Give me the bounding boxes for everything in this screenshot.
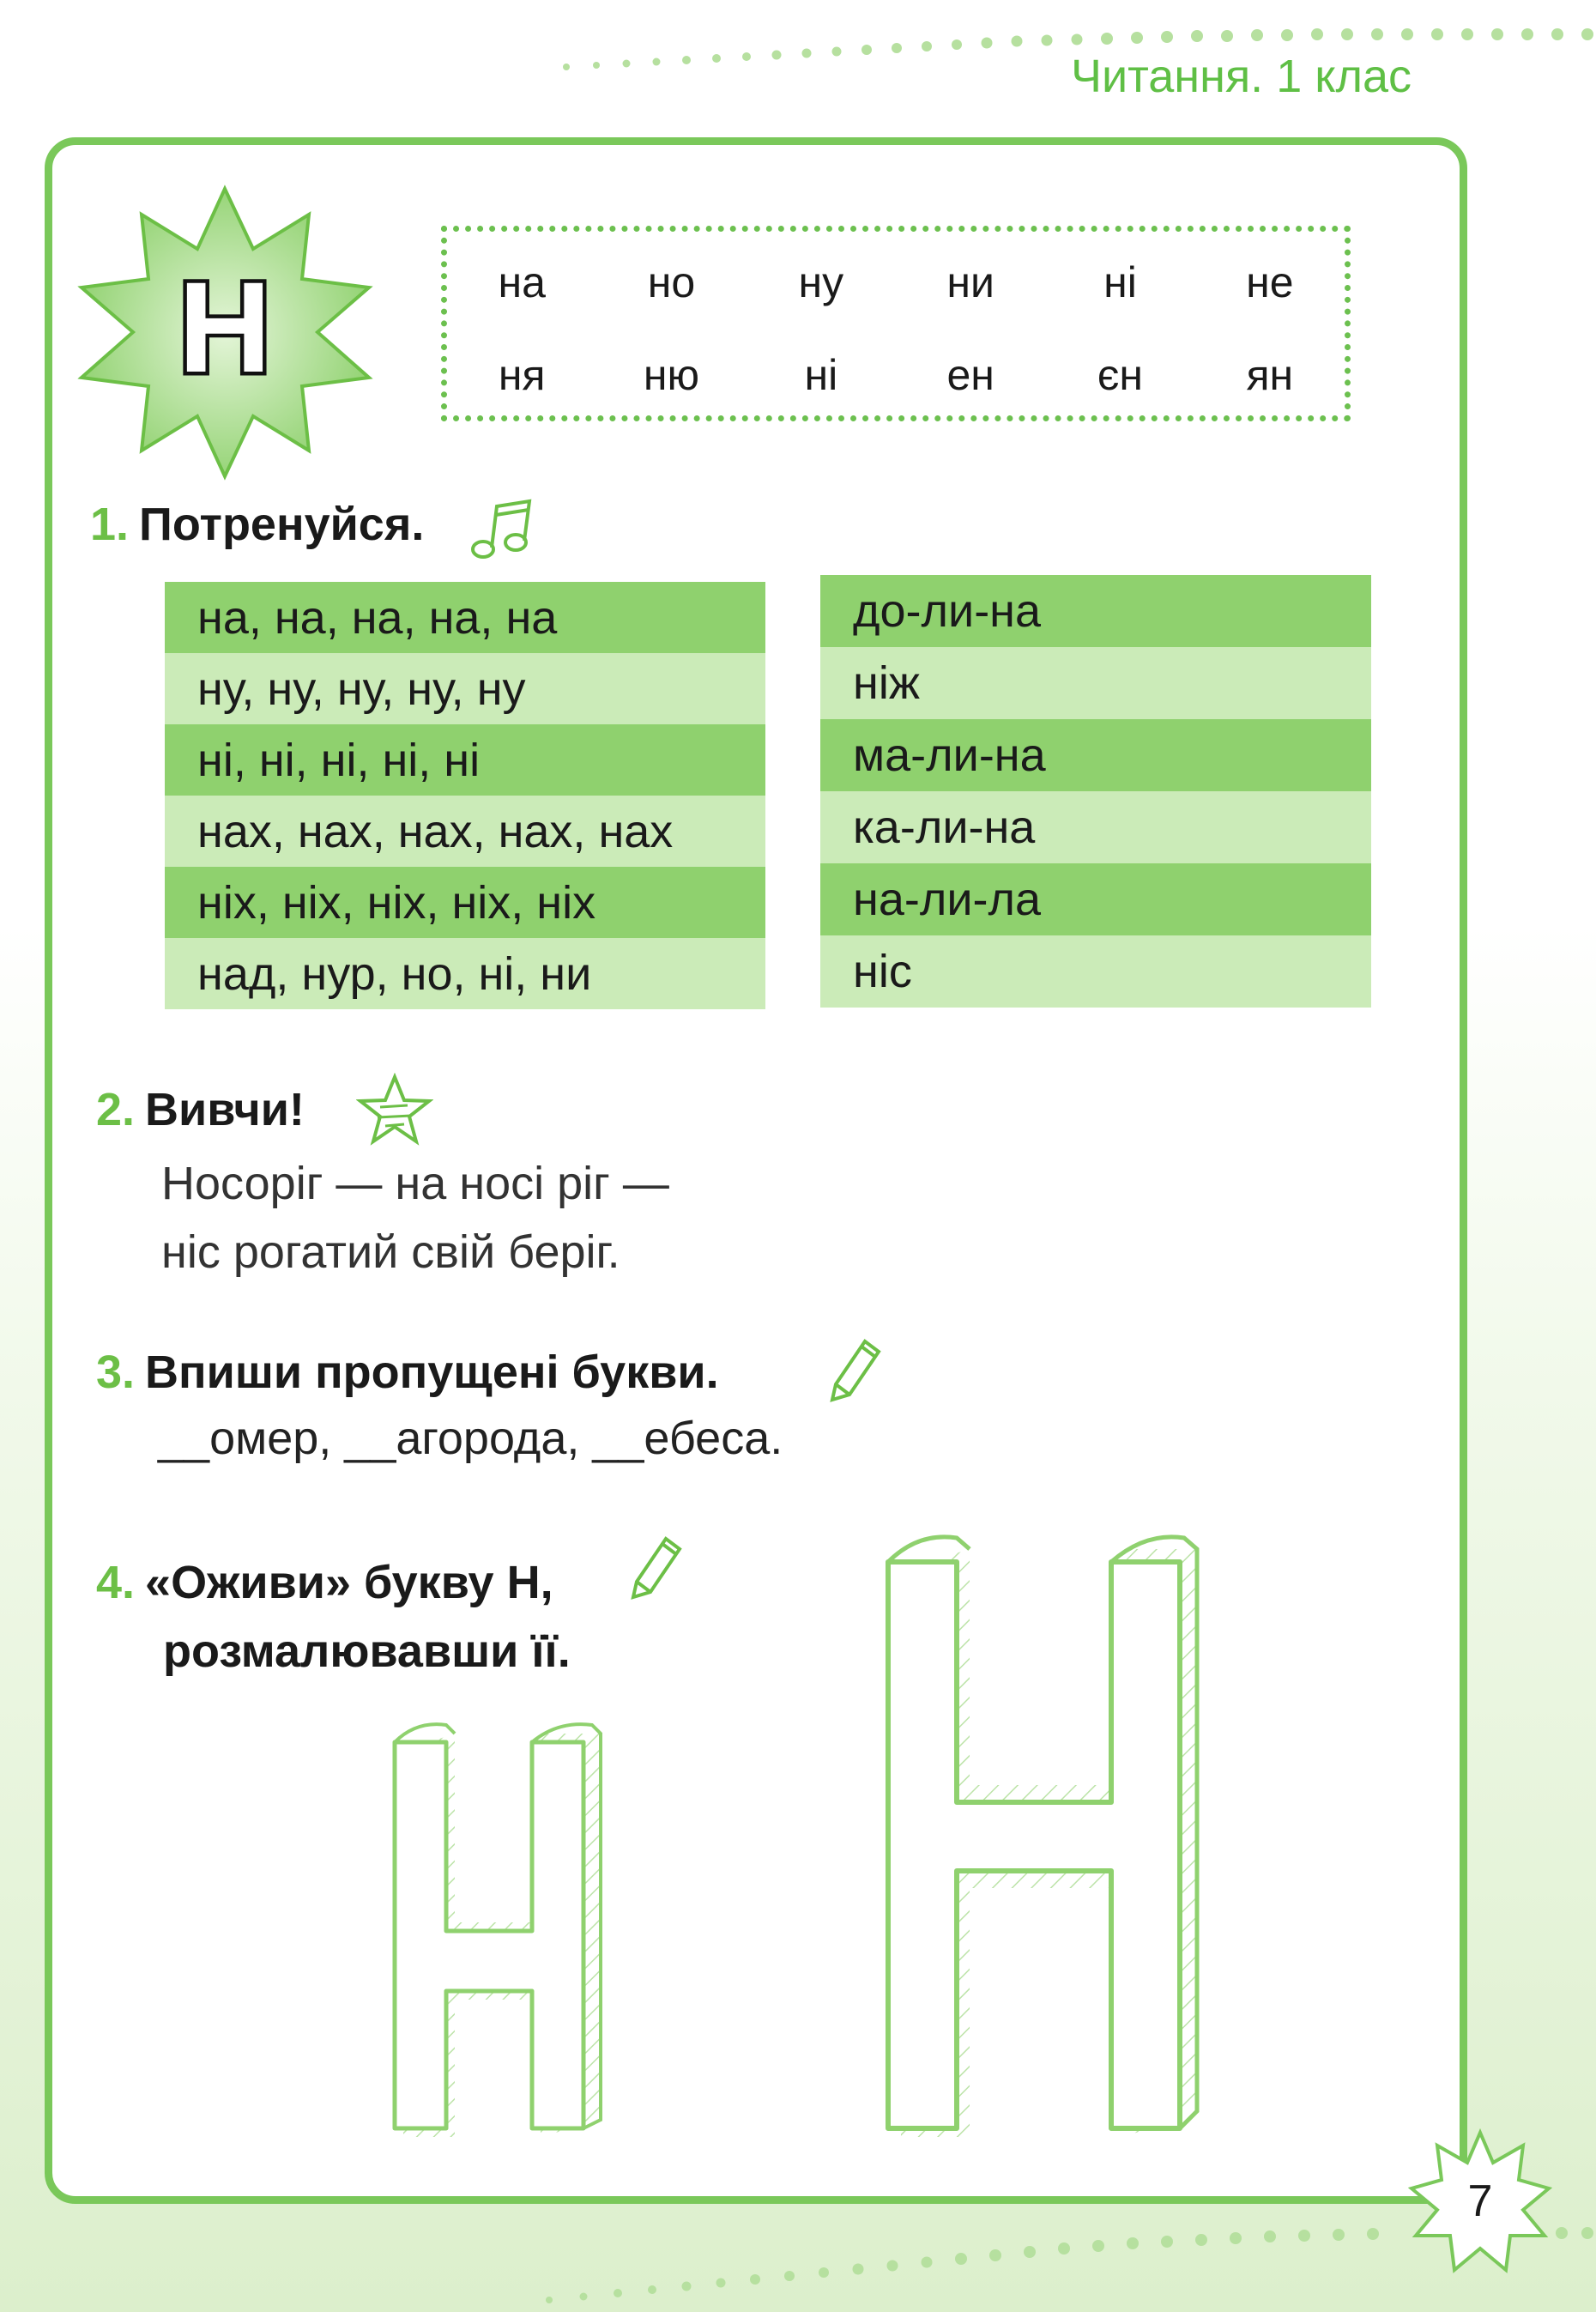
syllables-box	[441, 226, 1351, 421]
task-4-number: 4.	[96, 1557, 136, 1608]
task-1-number: 1.	[90, 499, 130, 550]
table-row: ка-ли-на	[820, 791, 1371, 863]
task-4-text-1: «Оживи» букву Н,	[145, 1557, 553, 1608]
table-row: на-ли-ла	[820, 863, 1371, 935]
syllables-row-2	[447, 350, 1345, 400]
syllable: єн	[1097, 351, 1144, 399]
pencil-icon	[625, 1532, 685, 1601]
task-2-text: Вивчи!	[145, 1084, 305, 1135]
task-3-text: Впиши пропущені букви.	[145, 1347, 719, 1398]
task-1-left-table	[165, 582, 765, 1009]
table-row: нах, нах, нах, нах, нах	[165, 796, 765, 867]
pencil-icon	[824, 1335, 884, 1403]
syllable: но	[647, 258, 696, 306]
table-row: ма-ли-на	[820, 719, 1371, 791]
task-3-title	[96, 1346, 719, 1399]
task-4-title-line-1	[96, 1556, 553, 1609]
task-1-title	[90, 498, 424, 551]
syllables-row-1	[447, 257, 1345, 307]
task-1-right-table	[820, 575, 1371, 1008]
table-row: ну, ну, ну, ну, ну	[165, 653, 765, 724]
syllable: ни	[946, 258, 994, 306]
task-3-blanks-text[interactable]: __омер, __агорода, __ебеса.	[158, 1413, 783, 1464]
task-2-title	[96, 1083, 305, 1136]
table-row: ніх, ніх, ніх, ніх, ніх	[165, 867, 765, 938]
task-1-text: Потренуйся.	[139, 499, 425, 550]
table-row: ніж	[820, 647, 1371, 719]
table-row: над, нур, но, ні, ни	[165, 938, 765, 1009]
syllable: ну	[798, 258, 844, 306]
table-row: до-ли-на	[820, 575, 1371, 647]
table-row: на, на, на, на, на	[165, 582, 765, 653]
table-row: ніс	[820, 935, 1371, 1008]
task-3-number: 3.	[96, 1347, 136, 1398]
syllable: ню	[643, 351, 700, 399]
poem-line-1: Носоріг — на носі ріг —	[161, 1158, 669, 1209]
syllable: ен	[946, 351, 994, 399]
music-note-icon	[468, 496, 536, 565]
letter-star-badge	[77, 185, 373, 481]
syllable: ні	[1103, 258, 1137, 306]
syllable: на	[498, 258, 546, 306]
coloring-letter-large[interactable]	[867, 1528, 1244, 2154]
task-4-title-line-2: розмалювавши її.	[163, 1625, 571, 1677]
letter-symbol: Н	[178, 255, 272, 399]
table-row: ні, ні, ні, ні, ні	[165, 724, 765, 796]
syllable: не	[1246, 258, 1294, 306]
star-icon	[356, 1073, 433, 1146]
page-number: 7	[1467, 2176, 1493, 2226]
page-header-title: Читання. 1 клас	[1070, 51, 1412, 102]
syllable: ня	[498, 351, 546, 399]
poem-line-2: ніс рогатий свій беріг.	[161, 1226, 620, 1278]
syllable: ні	[804, 351, 838, 399]
coloring-letter-small[interactable]	[378, 1716, 661, 2154]
task-2-number: 2.	[96, 1084, 136, 1135]
syllable: ян	[1246, 351, 1294, 399]
